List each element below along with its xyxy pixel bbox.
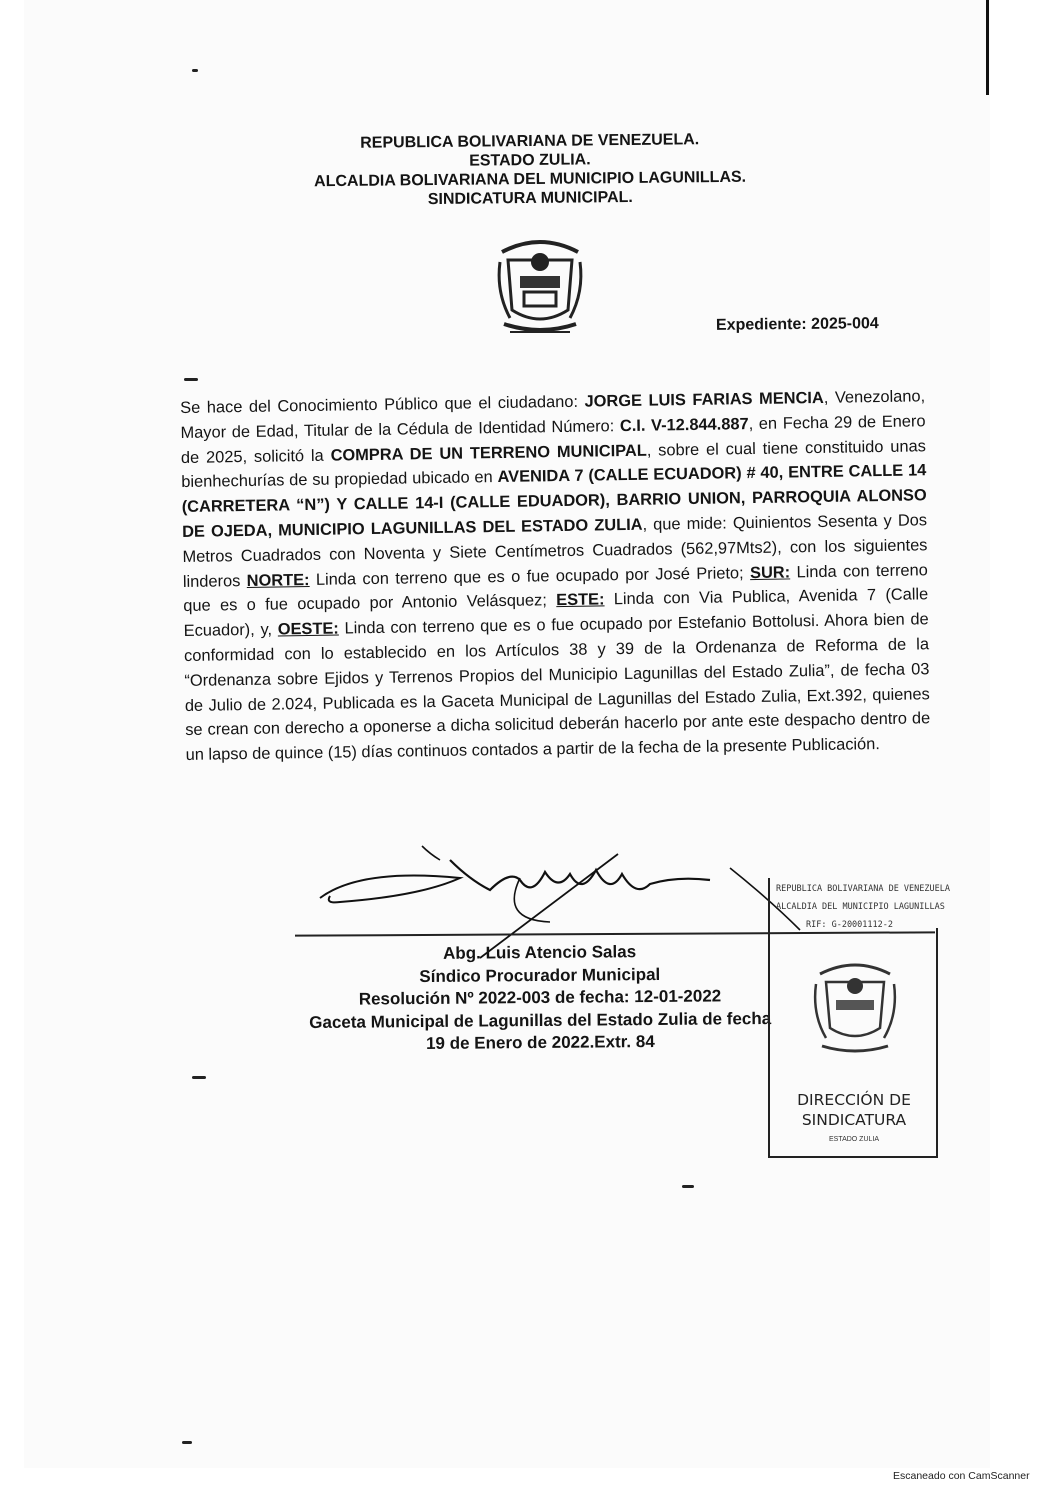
- boundary-east-text: Linda con Via Publica, Avenida 7 (Calle Ecuador), y,: [183, 585, 929, 641]
- signatory-name: Abg. Luis Atencio Salas: [443, 942, 637, 963]
- boundary-east-label: ESTE:: [556, 590, 605, 610]
- boundary-west-label: OESTE:: [277, 619, 339, 639]
- body-date: , en Fecha 29 de Enero de 2025, solicitó la: [180, 412, 926, 467]
- file-number-label: Expediente:: [715, 315, 807, 334]
- boundary-north-label: NORTE:: [246, 570, 310, 590]
- scan-speck: [184, 378, 198, 381]
- scanner-watermark: Escaneado con CamScanner: [893, 1470, 1030, 1482]
- stamp-title-line2: SINDICATURA: [801, 1111, 907, 1129]
- body-citizen-details: , Venezolano, Mayor de Edad, Titular de la Cédula de Identidad Número:: [180, 387, 926, 442]
- stamp-country: REPUBLICA BOLIVARIANA DE VENEZUELA: [776, 884, 950, 894]
- stamp-rif: RIF: G-20001112-2: [806, 920, 893, 930]
- body-area: , que mide: Quinientos Sesenta y Dos Metros Cuadrados con Noventa y Siete Centímetros Cuadrados (562,97Mts2), con los siguientes linderos: [182, 511, 928, 591]
- boundary-west-text: Linda con terreno que es o fue ocupado por Estefanio Bottolusi. Ahora bien de conformidad con lo establecido en los Artículos 38 y 39 de la Ordenanza de Reforma de la “Ordenanza sobre Ejidos y Terrenos Propios del Municipio Lagunillas del Estado Zulia”, de fecha 03 de Julio de 2.024, Publicada es la Gaceta Municipal de Lagunillas del Estado Zulia, Ext.392, quienes se crean con derecho a oponerse a dicha solicitud deberán hacerlo por ante este despacho dentro de un lapso de quince (15) días continuos contados a partir de la fecha de la presente Publicación.: [183, 610, 931, 765]
- signatory-resolution: Resolución Nº 2022-003 de fecha: 12-01-2022: [358, 986, 722, 1009]
- scan-speck: [192, 1076, 206, 1079]
- boundary-south-label: SUR:: [749, 563, 791, 582]
- stamp-seal-icon: [810, 956, 900, 1056]
- file-number-value: 2025-004: [811, 315, 879, 333]
- boundary-north-text: Linda con terreno que es o fue ocupado por José Prieto;: [309, 563, 751, 589]
- signatory-gazette: Gaceta Municipal de Lagunillas del Estado Zulia de fecha: [309, 1008, 772, 1032]
- official-stamp: [768, 878, 950, 1158]
- scan-speck: [182, 1441, 192, 1444]
- identity-number: C.I. V-12.844.887: [619, 414, 749, 435]
- header-office: SINDICATURA MUNICIPAL.: [427, 188, 633, 209]
- document-header: [250, 129, 811, 211]
- header-municipality: ALCALDIA BOLIVARIANA DEL MUNICIPIO LAGUNILLAS.: [314, 168, 747, 191]
- signatory-gazette-date: 19 de Enero de 2022.Extr. 84: [425, 1032, 655, 1053]
- property-address: AVENIDA 7 (CALLE ECUADOR) # 40, ENTRE CALLE 14 (CARRETERA “N”) Y CALLE 14-I (CALLE EDUADOR), BARRIO UNION, PARROQUIA ALONSO DE OJEDA, MUNICIPIO LAGUNILLAS DEL ESTADO ZULIA: [181, 461, 927, 541]
- citizen-name: JORGE LUIS FARIAS MENCIA: [584, 388, 824, 411]
- boundary-south-text: Linda con terreno que es o fue ocupado por Antonio Velásquez;: [183, 560, 928, 616]
- header-state: ESTADO ZULIA.: [469, 151, 591, 170]
- file-number: [716, 315, 879, 335]
- stamp-title: [770, 1090, 938, 1130]
- stamp-border-right: [936, 928, 938, 1158]
- scan-speck: [682, 1185, 694, 1188]
- signature-block: [270, 940, 811, 1057]
- scan-speck: [192, 69, 198, 72]
- notice-body: [180, 384, 931, 768]
- signatory-title: Síndico Procurador Municipal: [419, 964, 661, 986]
- stamp-state: ESTADO ZULIA: [828, 1136, 880, 1143]
- request-type: COMPRA DE UN TERRENO MUNICIPAL: [330, 441, 647, 465]
- header-country: REPUBLICA BOLIVARIANA DE VENEZUELA.: [360, 131, 700, 152]
- stamp-municipality: ALCALDIA DEL MUNICIPIO LAGUNILLAS: [776, 902, 945, 912]
- municipal-crest-icon: [494, 232, 586, 340]
- stamp-title-line1: DIRECCIÓN DE: [797, 1091, 911, 1109]
- body-improvements: , sobre el cual tiene constituido unas bienhechurías de su propiedad ubicado en: [181, 436, 927, 492]
- body-intro: Se hace del Conocimiento Público que el ciudadano:: [180, 392, 585, 417]
- page-edge-mark: [986, 0, 989, 95]
